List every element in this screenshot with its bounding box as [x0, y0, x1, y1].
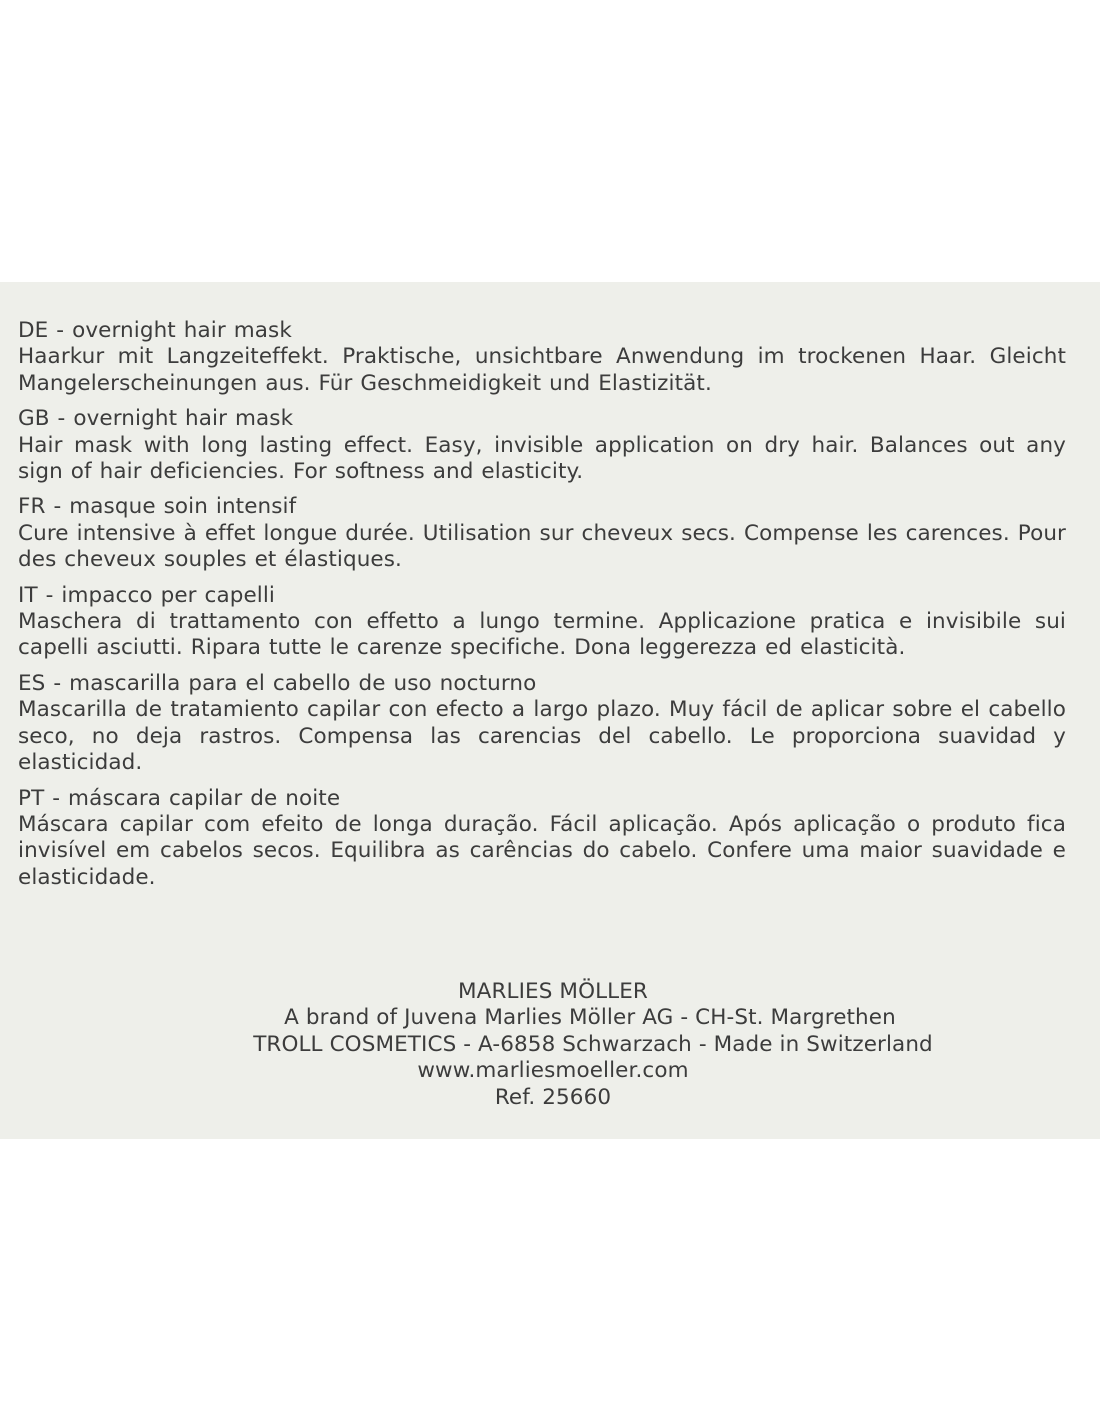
section-pt: [18, 786, 1066, 892]
section-body-it: Maschera di trattamento con effetto a lungo termine. Applicazione pratica e invisibile sui capelli asciutti. Ripara tutte le carenze specifiche. Dona leggerezza ed elasticità.: [18, 609, 1066, 661]
section-es: [18, 671, 1066, 777]
section-fr: [18, 494, 1066, 573]
section-body-es: Mascarilla de tratamiento capilar con efecto a largo plazo. Muy fácil de aplicar sobre el cabello seco, no deja rastros. Compensa las carencias del cabello. Le proporciona suavidad y elasticidad.: [18, 697, 1066, 776]
section-gb: [18, 406, 1066, 485]
company-line: A brand of Juvena Marlies Möller AG - CH-St. Margrethen: [284, 1005, 896, 1031]
section-heading-fr: FR - masque soin intensif: [18, 494, 297, 520]
reference-number: Ref. 25660: [494, 1084, 612, 1110]
section-heading-es: ES - mascarilla para el cabello de uso nocturno: [18, 670, 537, 696]
product-label-panel: [0, 282, 1100, 1139]
label-footer: [0, 979, 1100, 1111]
manufacturer-line: TROLL COSMETICS - A-6858 Schwarzach - Made in Switzerland: [253, 1031, 933, 1057]
brand-name: MARLIES MÖLLER: [458, 979, 648, 1004]
section-body-de: Haarkur mit Langzeiteffekt. Praktische, unsichtbare Anwendung im trockenen Haar. Gleicht Mangelerscheinungen aus. Für Geschmeidigkeit und Elastizität.: [18, 344, 1066, 396]
section-heading-it: IT - impacco per capelli: [18, 582, 276, 608]
section-body-gb: Hair mask with long lasting effect. Easy, invisible application on dry hair. Balances out any sign of hair deficiencies. For softness and elasticity.: [18, 432, 1066, 485]
section-body-pt: Máscara capilar com efeito de longa duração. Fácil aplicação. Após aplicação o produto fica invisível em cabelos secos. Equilibra as carências do cabelo. Confere uma maior suavidade e elasticidade.: [18, 811, 1066, 890]
section-heading-gb: GB - overnight hair mask: [18, 406, 294, 432]
section-de: [18, 318, 1066, 397]
website-url: www.marliesmoeller.com: [417, 1058, 689, 1084]
section-heading-de: DE - overnight hair mask: [18, 318, 292, 343]
section-it: [18, 583, 1066, 662]
section-heading-pt: PT - máscara capilar de noite: [18, 785, 341, 811]
section-body-fr: Cure intensive à effet longue durée. Utilisation sur cheveux secs. Compense les carences. Pour des cheveux souples et élastiques.: [18, 520, 1066, 573]
